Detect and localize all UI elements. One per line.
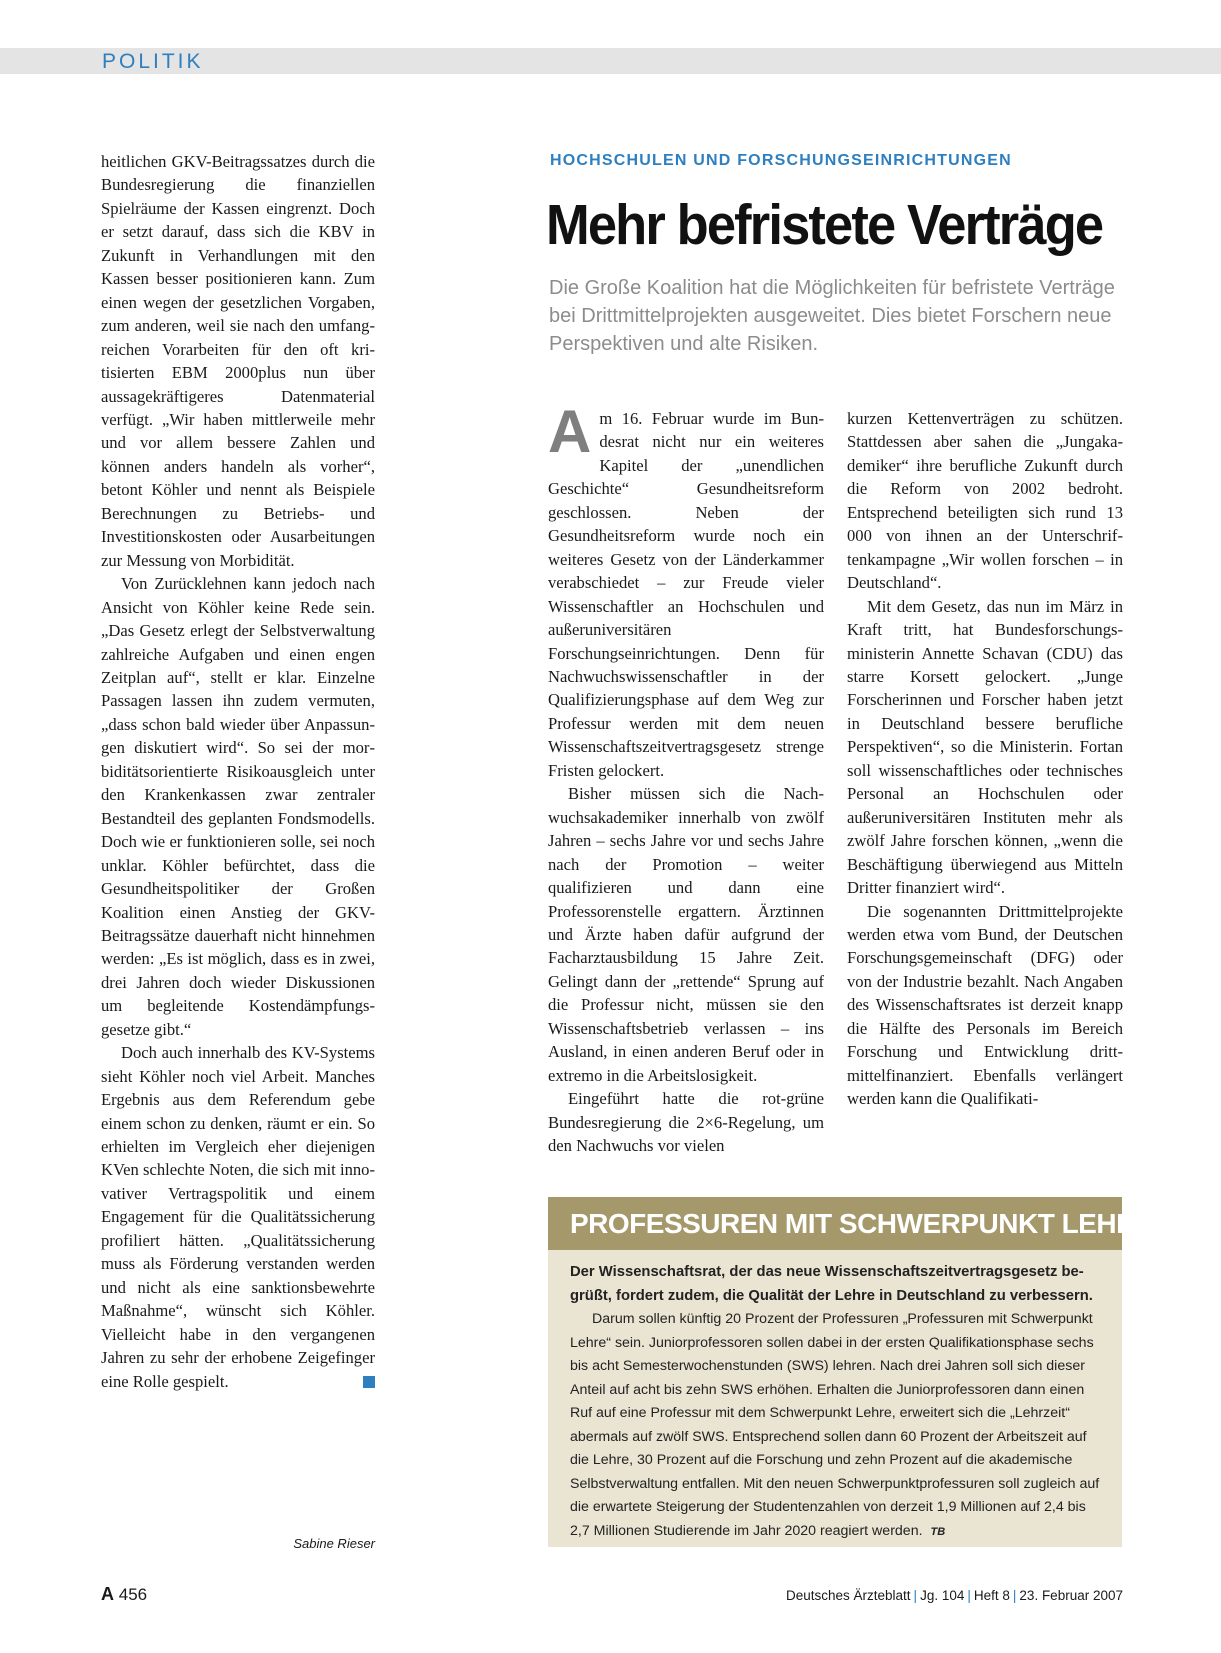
author-byline: Sabine Rieser — [293, 1536, 375, 1551]
infobox-text — [570, 1308, 1104, 1544]
page-number-value: 456 — [118, 1585, 148, 1604]
page-prefix: A — [101, 1584, 114, 1604]
paragraph — [548, 398, 824, 782]
end-of-article-mark — [363, 1376, 375, 1388]
journal-volume: Jg. 104 — [920, 1588, 965, 1603]
infobox-body — [548, 1250, 1122, 1544]
paragraph — [101, 1041, 375, 1393]
journal-issue: Heft 8 — [973, 1588, 1010, 1603]
journal-info — [786, 1588, 1123, 1603]
article-kicker: HOCHSCHULEN UND FORSCHUNGSEINRICHTUNGEN — [550, 152, 1012, 169]
article-standfirst: Die Große Koalition hat die Möglichkeiten für befristete Verträge bei Drittmittelprojekten ausgeweitet. Dies bietet Forschern neue Perspektiven und alte Risiken. — [549, 277, 1115, 355]
separator: | — [967, 1588, 971, 1603]
separator: | — [913, 1588, 918, 1603]
infobox-paragraph: Darum sollen künftig 20 Prozent der Professuren „Professuren mit Schwerpunkt Lehre“ sein. Juniorprofessoren sollen dabei in der ersten Qualifikationsphase sechs bis acht Semesterwochenstunden (SWS) lehren. Nach drei Jahren soll sich dieser Anteil auf acht bis zehn SWS erhöhen. Erhalten die Juniorprofessoren dann einen Ruf auf eine Professur mit dem Schwerpunkt Lehre, erweitert sich die „Lehrzeit“ abermals auf zwölf SWS. Entsprechend sollen dann 60 Prozent der Arbeitszeit auf die Lehre, 30 Prozent auf die Forschung und zehn Prozent auf die akademische Selbstverwaltung entfallen. Mit den neuen Schwerpunktprofessuren soll zugleich auf die erwartete Steigerung der Studentenzahlen von derzeit 1,9 Millionen auf 2,4 bis 2,7 Millionen Studierende im Jahr 2020 reagiert werden. — [570, 1311, 1100, 1539]
paragraph-text: Doch auch innerhalb des KV-Systems sieht Köhler noch viel Arbeit. Manches Ergebnis aus dem Referendum gebe einem schon zu denken, räumt er ein. So erhielten im Vergleich eher diejenigen KVen schlechte Noten, die sich mit innovativer Vertragspolitik und einem Engagement für die Qualitätssicherung profiliert hätten. „Qualitätssicherung muss als Förderung verstanden werden und nicht als eine sanktionsbewehrte Maßnahme“, wünscht sich Köhler. Vielleicht habe in den vergangenen Jahren zu sehr der erhobene Zeigefinger eine Rolle gespielt. — [101, 1043, 375, 1391]
paragraph: Bisher müssen sich die Nachwuchsakademiker innerhalb von zwölf Jahren – sechs Jahre vor und sechs Jahre nach der Promotion – weiter qualifizieren und dann eine Professorenstelle ergattern. Ärztinnen und Ärzte haben dafür aufgrund der Facharztausbildung 15 Jahre Zeit. Gelingt dann der „rettende“ Sprung auf die Professur nicht, müssen sie den Wissenschaftsbetrieb verlassen – ins Ausland, in einen anderen Beruf oder in extremo in die Arbeitslosigkeit. — [548, 784, 824, 1085]
paragraph: heitlichen GKV-Beitragssatzes durch die Bundesregierung die finanziellen Spielräume der Kassen eingrenzt. Doch er setzt darauf, dass sich die KBV in Zukunft in Verhandlungen mit den Kassen besser positionieren kann. Zum einen wegen der gesetzlichen Vorgaben, zum anderen, weil sie nach den umfangreichen Vorarbeiten für den oft kritisierten EBM 2000plus nun über aussagekräftigeres Datenmaterial verfügt. „Wir haben mittlerweile mehr und vor allem bessere Zahlen und können anders handeln als vorher“, betont Köhler und nennt als Beispiele Berechnungen zu Betriebs- und Investitionskosten oder Ausarbeitungen zur Messung von Morbidität. — [101, 152, 375, 570]
paragraph: kurzen Kettenverträgen zu schützen. Stattdessen aber sahen die „Jungakademiker“ ihre berufliche Zukunft durch die Reform von 2002 bedroht. Entsprechend beteiligten sich rund 13 000 von ihnen an der Unterschriftenkampagne „Wir wollen forschen – in Deutschland“. — [847, 409, 1123, 593]
article-column-right — [847, 407, 1123, 1111]
article-headline: Mehr befristete Verträge — [546, 193, 1103, 257]
infobox-lead: Der Wissenschaftsrat, der das neue Wissenschaftszeitvertragsgesetz begrüßt, fordert zudem, die Qualität der Lehre in Deutschland zu verbessern. — [570, 1264, 1093, 1304]
sidebar-infobox — [548, 1197, 1154, 1547]
infobox-title: PROFESSUREN MIT SCHWERPUNKT LEHRE — [548, 1197, 1122, 1250]
separator: | — [1012, 1588, 1017, 1603]
paragraph-text: m 16. Februar wurde im Bundesrat nicht nur ein weiteres Kapitel der „unendlichen Geschichte“ Gesundheitsreform geschlossen. Neben der Gesundheitsreform wurde noch ein weiteres Gesetz von der Länderkammer verabschiedet – zur Freude vieler Wissenschaftler an Hochschulen und außeruniversitären Forschungseinrichtungen. Denn für Nachwuchswissenschaftler in der Qualifizierungsphase auf dem Weg zur Professur werden mit dem neuen Wissenschaftszeitvertragsgesetz strenge Fristen gelockert. — [548, 409, 824, 780]
paragraph: Die sogenannten Drittmittelprojekte werden etwa vom Bund, der Deutschen Forschungsgemeinschaft (DFG) oder von der Industrie bezahlt. Nach Angaben des Wissenschaftsrates ist derzeit knapp die Hälfte des Personals im Bereich Forschung und Entwicklung drittmittelfinanziert. Ebenfalls verlängert werden kann die Qualifikati- — [847, 901, 1123, 1109]
paragraph: Mit dem Gesetz, das nun im März in Kraft tritt, hat Bundesforschungsministerin Annette Schavan (CDU) das starre Korsett gelockert. „Junge Forscherinnen und Forscher haben jetzt in Deutschland bessere berufliche Perspektiven“, so die Ministerin. Fortan soll wissenschaftliches oder technisches Personal an Hochschulen oder außeruniversitären Instituten mehr als zwölf Jahre forschen können, „wenn die Beschäftigung überwiegend aus Mitteln Dritter finanziert wird“. — [847, 596, 1123, 898]
page-number — [101, 1584, 147, 1605]
paragraph: Eingeführt hatte die rot-grüne Bundesregierung die 2×6-Regelung, um den Nachwuchs vor vielen — [548, 1089, 824, 1156]
section-label: POLITIK — [102, 50, 204, 73]
infobox-signature: TB — [930, 1525, 946, 1538]
paragraph: Von Zurücklehnen kann jedoch nach Ansicht von Köhler keine Rede sein. „Das Gesetz erlegt der Selbstverwaltung zahlreiche Aufgaben und einen engen Zeitplan auf“, stellt er klar. Einzelne Passagen lassen ihn zudem vermuten, „dass schon bald wieder über Anpassungen diskutiert wird“. So sei der morbiditätsorientierte Risikoausgleich unter den Krankenkassen zwar zentraler Bestandteil des geplanten Fondsmodells. Doch wie er funktionieren solle, sei noch unklar. Köhler befürchtet, dass die Gesundheitspolitiker der Großen Koalition einen Anstieg der GKV-Beitragssätze dauerhaft nicht hinnehmen werden: „Es ist möglich, dass es in zwei, drei Jahren doch wieder Diskussionen um begleitende Kostendämpfungsgesetze gibt.“ — [101, 574, 375, 1039]
journal-name: Deutsches Ärzteblatt — [785, 1588, 911, 1603]
previous-article-column — [101, 150, 375, 1393]
journal-date: 23. Februar 2007 — [1019, 1588, 1123, 1603]
article-column-middle — [548, 398, 824, 1158]
drop-cap: A — [548, 398, 592, 465]
